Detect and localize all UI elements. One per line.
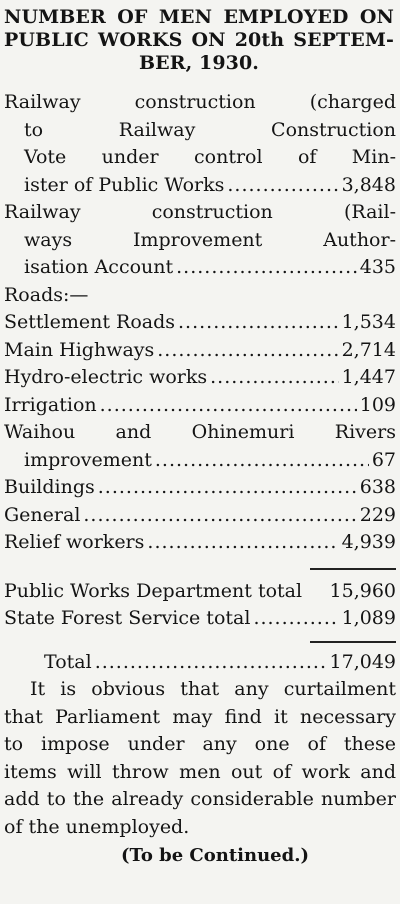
subtotals bbox=[0, 578, 400, 633]
closing-paragraph bbox=[0, 676, 400, 841]
row-value: 435 bbox=[359, 256, 396, 278]
leader-dots bbox=[253, 605, 338, 633]
table-row bbox=[4, 447, 396, 475]
paragraph-line: add to the already considerable number bbox=[4, 788, 396, 810]
leader-dots bbox=[98, 474, 357, 502]
leader-dots bbox=[157, 337, 338, 365]
leader-dots bbox=[178, 309, 339, 337]
row-label: Relief workers bbox=[4, 531, 145, 553]
continued-note: (To be Continued.) bbox=[121, 845, 309, 866]
leader-dots bbox=[100, 392, 357, 420]
roads-heading: Roads:— bbox=[4, 283, 89, 306]
row-label: isation Account bbox=[24, 256, 174, 278]
row-value: 229 bbox=[359, 503, 396, 526]
row-label: State Forest Service total bbox=[4, 607, 251, 629]
row-label: Settlement Roads bbox=[4, 311, 176, 333]
table-row bbox=[4, 364, 396, 392]
leader-dots bbox=[147, 529, 338, 557]
leader-dots bbox=[95, 649, 327, 677]
headline-line-1: NUMBER OF MEN EMPLOYED ON bbox=[4, 6, 394, 28]
row-value: 3,848 bbox=[341, 173, 396, 196]
table-row bbox=[4, 529, 396, 557]
table-row bbox=[4, 254, 396, 282]
employment-table bbox=[0, 89, 400, 557]
row-label: ister of Public Works bbox=[24, 173, 225, 196]
paragraph-line: of the unemployed. bbox=[4, 815, 190, 838]
table-entry-waihou bbox=[4, 419, 396, 474]
headline-line-3: BER, 1930. bbox=[138, 52, 260, 74]
row-value: 1,089 bbox=[341, 607, 396, 629]
leader-dots bbox=[176, 254, 357, 282]
entry-text-line: Railway construction (Rail- bbox=[4, 201, 396, 223]
row-value: 15,960 bbox=[329, 579, 396, 602]
sum-rule bbox=[0, 557, 400, 578]
paragraph-line: to impose under any one of these bbox=[4, 733, 396, 755]
row-value: 67 bbox=[371, 448, 396, 471]
table-row bbox=[4, 502, 396, 530]
row-label: improvement bbox=[24, 448, 152, 471]
headline bbox=[0, 0, 400, 75]
leader-dots bbox=[227, 172, 338, 200]
paragraph-line: items will throw men out of work and bbox=[4, 760, 396, 783]
row-label: Public Works Department total bbox=[4, 579, 303, 602]
row-label: Buildings bbox=[4, 476, 95, 498]
paragraph-line: It is obvious that any curtailment bbox=[30, 678, 396, 700]
entry-text-line: to Railway Construction bbox=[24, 118, 396, 141]
subtotal-row bbox=[4, 578, 396, 606]
row-value: 17,049 bbox=[329, 650, 396, 673]
table-row bbox=[4, 337, 396, 365]
paragraph-line: that Parliament may find it necessary bbox=[4, 705, 396, 728]
grand-total bbox=[0, 649, 400, 677]
entry-text-line: ways Improvement Author- bbox=[24, 228, 396, 251]
table-entry-railway-construction bbox=[4, 89, 396, 199]
row-label: General bbox=[4, 503, 81, 526]
row-label: Main Highways bbox=[4, 338, 155, 361]
leader-dots bbox=[155, 447, 369, 475]
row-label: Irrigation bbox=[4, 393, 97, 416]
entry-text-line: Vote under control of Min- bbox=[24, 146, 396, 168]
row-value: 1,534 bbox=[341, 311, 396, 333]
total-row bbox=[4, 649, 396, 677]
leader-dots bbox=[83, 502, 356, 530]
table-entry-railway-improvement bbox=[4, 199, 396, 282]
subtotal-row bbox=[4, 605, 396, 633]
row-value: 2,714 bbox=[341, 338, 396, 361]
row-label: Hydro-electric works bbox=[4, 366, 208, 388]
row-value: 109 bbox=[359, 393, 396, 416]
entry-text-line: Waihou and Ohinemuri Rivers bbox=[4, 421, 396, 443]
total-rule bbox=[0, 633, 400, 649]
table-row bbox=[4, 172, 396, 200]
table-row bbox=[4, 474, 396, 502]
leader-dots bbox=[210, 364, 338, 392]
table-row bbox=[4, 309, 396, 337]
row-value: 4,939 bbox=[341, 531, 396, 553]
headline-line-2: PUBLIC WORKS ON 20th SEPTEM- bbox=[4, 29, 394, 51]
row-value: 638 bbox=[359, 476, 396, 498]
table-row bbox=[4, 392, 396, 420]
row-value: 1,447 bbox=[341, 366, 396, 388]
row-label: Total bbox=[44, 650, 92, 673]
entry-text-line: Railway construction (charged bbox=[4, 91, 396, 113]
